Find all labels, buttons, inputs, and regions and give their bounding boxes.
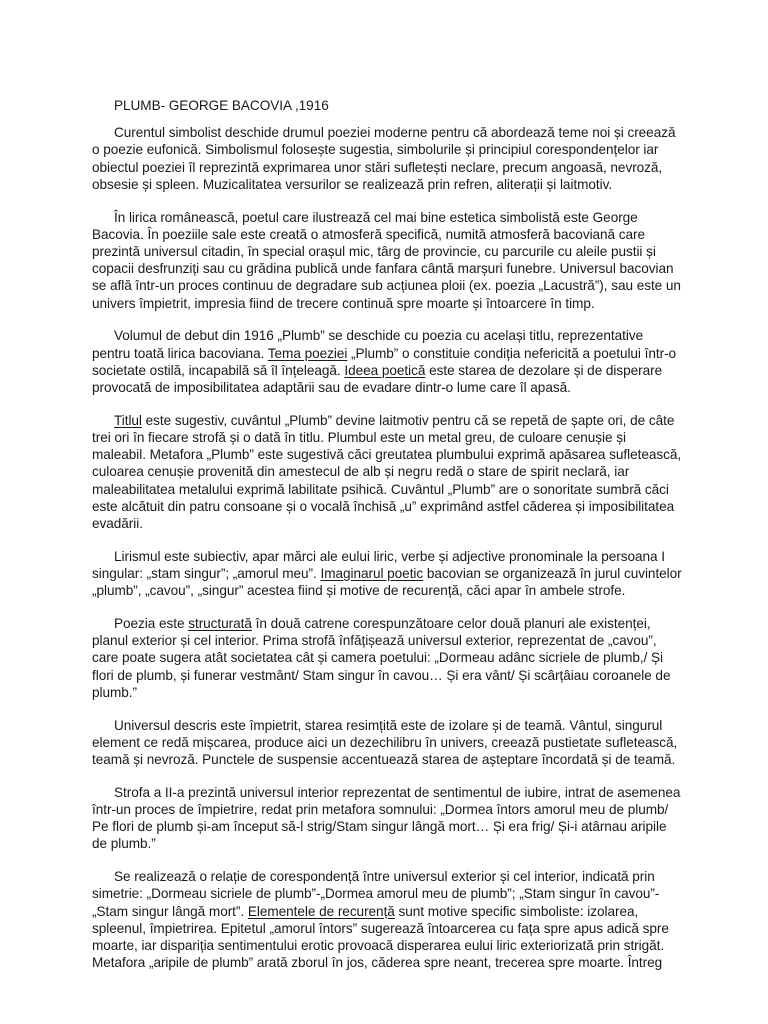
underlined-term: Ideea poetică bbox=[344, 362, 426, 378]
underlined-term: Imaginarul poetic bbox=[320, 566, 424, 582]
paragraph-text: Lirismul este subiectiv, apar mărci ale eului liric, verbe și adjective pronominale la persoana I singular: „stam singur”; „amorul meu”. bbox=[92, 548, 665, 582]
paragraph-text: „Plumb” o constituie condiția nefericită a poetului într-o societate ostilă, incapabilă să îl înțeleagă. bbox=[92, 345, 677, 378]
paragraph-p3 bbox=[92, 327, 682, 396]
paragraph-text: bacovian se organizează în jurul cuvintelor „plumb”, „cavou”, „singur” acestea fiind și motive de recurență, căci apar în ambele strofe. bbox=[92, 566, 682, 599]
paragraph-text: În lirica românească, poetul care ilustrează cel mai bine estetica simbolistă este George Bacovia. În poeziile sale este creată o atmosferă specifică, numită atmosferă bacoviană care prezintă universul citadin, în special orașul mic, târg de provincie, cu parcurile cu aleile pustii și copacii desfrunziți sau cu grădina publică unde fanfara cântă marșuri funebre. Universul bacovian se află într-un proces continuu de degradare sub acțiunea ploii (ex. poezia „Lacustră”), sau este un univers împietrit, impresia fiind de trecere continuă spre moarte și întoarcere în timp. bbox=[92, 209, 681, 311]
paragraph-p8 bbox=[92, 784, 682, 853]
paragraph-text: sunt motive specific simboliste: izolarea, spleenul, împietrirea. Epitetul „amorul întors” sugerează întoarcerea cu fața spre apus adică spre moarte, iar dispariția sentimentului erotic provoacă disperarea eului liric exteriorizată prin strigăt. Metafora „aripile de plumb” arată zborul în jos, căderea spre neant, trecerea spre moarte. Întreg bbox=[92, 903, 669, 971]
underlined-term: Tema poeziei bbox=[267, 345, 348, 361]
paragraph-p2 bbox=[92, 209, 682, 312]
paragraph-p6 bbox=[92, 615, 682, 701]
paragraph-p5 bbox=[92, 548, 682, 600]
paragraph-text: este sugestiv, cuvântul „Plumb” devine laitmotiv pentru că se repetă de șapte ori, de câte trei ori în fiecare strofă și o dată în titlu. Plumbul este un metal greu, de culoare cenușie și maleabil. Metafora „Plumb” este sugestivă căci greutatea plumbului exprimă apăsarea sufletească, culoarea cenușie provenită din amestecul de alb și negru redă o stare de spirit neclară, iar maleabilitatea metalului exprimă labilitate psihică. Cuvântul „Plumb” are o sonoritate sumbră căci este alcătuit din patru consoane și o vocală închisă „u” exprimând astfel căderea și imposibilitatea evadării. bbox=[92, 412, 682, 532]
paragraph-text: Strofa a II-a prezintă universul interior reprezentat de sentimentul de iubire, intrat de asemenea într-un proces de împietrire, redat prin metafora somnului: „Dormea întors amorul meu de plumb/ Pe flori de plumb și-am început să-l strig/Stam singur lângă mort… Și era frig/ Și-i atârnau aripile de plumb.” bbox=[92, 784, 681, 852]
document-title: PLUMB- GEORGE BACOVIA ,1916 bbox=[114, 98, 329, 113]
paragraph-text: Universul descris este împietrit, starea resimțită este de izolare și de teamă. Vântul, singurul element ce redă mișcarea, produce aici un dezechilibru în univers, creează pustietate sufletească, teamă și nevroză. Punctele de suspensie accentuează starea de așteptare încordată și de teamă. bbox=[92, 717, 678, 768]
paragraph-p7 bbox=[92, 717, 682, 769]
paragraph-text: este starea de dezolare și de disperare provocată de imposibilitatea adaptării sau de evadare dintr-o lume care îl apasă. bbox=[92, 362, 663, 396]
paragraph-text: în două catrene corespunzătoare celor două planuri ale existenței, planul exterior și cel interior. Prima strofă înfățișează universul exterior, reprezentat de „cavou”, care poate sugera atât societatea cât și camera poetului: „Dormeau adânc sicriele de plumb,/ Și flori de plumb, și funerar vestmânt/ Stam singur în cavou… Și era vânt/ Și scârțâiau coroanele de plumb.” bbox=[92, 616, 671, 700]
document-body bbox=[92, 97, 682, 971]
paragraph-p9 bbox=[92, 868, 682, 971]
underlined-term: Elementele de recurență bbox=[247, 903, 395, 919]
paragraph-p4 bbox=[92, 412, 682, 532]
paragraphs-container bbox=[92, 124, 682, 971]
paragraph-text: Volumul de debut din 1916 „Plumb” se deschide cu poezia cu același titlu, reprezentative pentru toată lirica bacoviana. bbox=[92, 328, 644, 361]
paragraph-p1 bbox=[92, 124, 682, 193]
paragraph-text: Se realizează o relație de corespondență între universul exterior și cel interior, indicată prin simetrie: „Dormeau sicriele de plumb”-„Dormea amorul meu de plumb”; „Stam singur în cavou”-„Stam singur lângă mort”. bbox=[92, 869, 660, 919]
paragraph-text: Poezia este bbox=[114, 616, 189, 632]
paragraph-text: Curentul simbolist deschide drumul poeziei moderne pentru că abordează teme noi și creează o poezie eufonică. Simbolismul folosește sugestia, simbolurile și principiul corespondențelor iar obiectul poeziei îl reprezintă exprimarea unor stări sufletești neclare, precum angoasă, nevroză, obsesie și spleen. Muzicalitatea versurilor se realizează prin refren, aliterații și laitmotiv. bbox=[92, 125, 676, 192]
underlined-term: Titlul bbox=[114, 412, 142, 428]
underlined-term: structurată bbox=[188, 616, 252, 632]
